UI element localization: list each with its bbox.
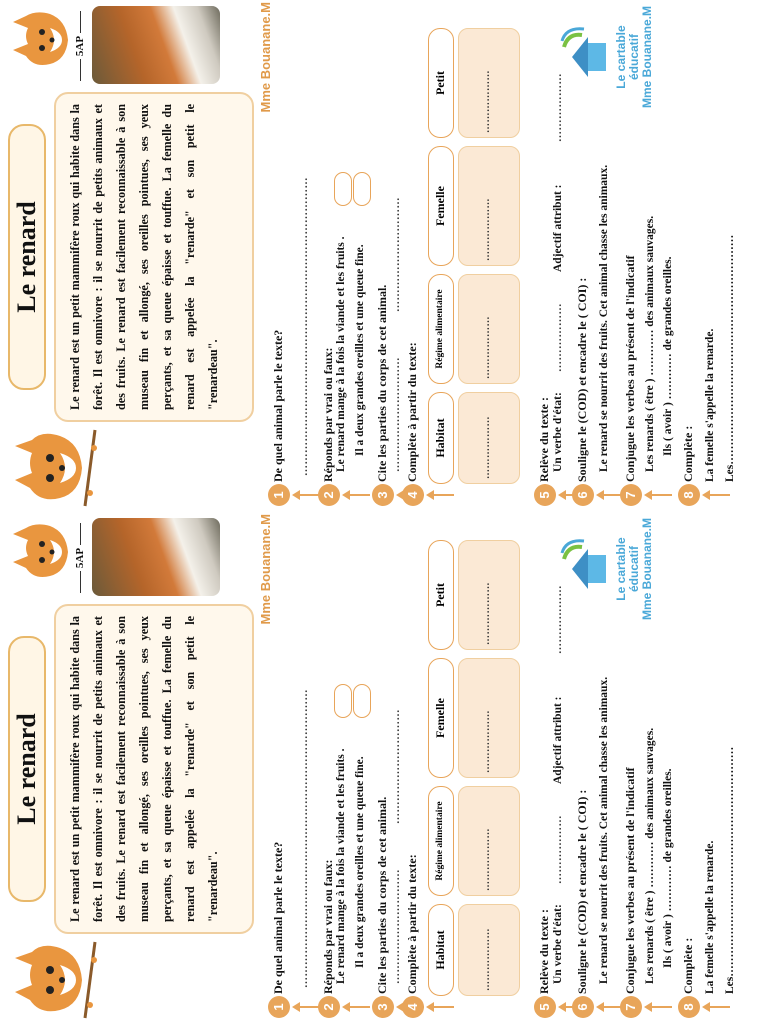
answer-line: ………………: [481, 928, 492, 991]
table-cell[interactable]: [458, 392, 520, 484]
worksheet-title: Le renard: [8, 636, 46, 902]
table-header: Habitat: [428, 392, 454, 484]
answer-line: …………………………: [390, 709, 402, 824]
school-house-icon: [560, 539, 610, 599]
reading-text: Le renard est un petit mammifère roux qui habite dans la forêt. Il est omnivore : il se nourrit de petits animaux et des fruits. Le renard est facilement reconnaissable à son museau fin et allongé, ses oreilles pointues, ses yeux perçants, et sa queue épaisse et touffue. La femelle du renard est appelée la "renarde" et son petit le "renardeau".: [54, 92, 254, 422]
question-number: 2: [318, 484, 340, 506]
question-number: 4: [402, 996, 424, 1018]
table-header: Femelle: [428, 146, 454, 266]
completion-table: [428, 14, 528, 484]
fox-photo: [92, 6, 220, 84]
question-number: 6: [572, 484, 594, 506]
fox-photo: [92, 518, 220, 596]
arrow-up-icon: [702, 1002, 730, 1012]
logo-line-1: Le cartable éducatif: [614, 25, 641, 89]
worksheet-title: Le renard: [8, 124, 46, 390]
arrow-up-icon: [644, 490, 672, 500]
answer-line: ………………: [481, 828, 492, 891]
conjugation-line-1: Les renards ( être ) ………… des animaux sauvages.: [644, 727, 656, 984]
verb-line: Un verbe d'état:: [552, 392, 564, 472]
author-name: Mme Bouanane.M: [258, 2, 273, 113]
true-false-answer-box[interactable]: [334, 684, 352, 718]
answer-line: ………………: [552, 585, 564, 654]
question-number: 7: [620, 484, 642, 506]
logo-line-1: Le cartable éducatif: [614, 537, 641, 601]
table-cell[interactable]: [458, 658, 520, 778]
table-header: Habitat: [428, 904, 454, 996]
true-false-line-2: Il a deux grandes oreilles et une queue fine.: [354, 244, 366, 456]
question-text: Complète :: [681, 937, 695, 994]
level-label: 5AP: [74, 6, 86, 86]
question-number: 3: [372, 996, 394, 1018]
logo-line-2: Mme Bouanane.M: [640, 6, 654, 109]
question-number: 4: [402, 484, 424, 506]
answer-line: ………………: [552, 73, 564, 142]
table-cell[interactable]: [458, 786, 520, 896]
completion-table: [428, 526, 528, 996]
question-number: 6: [572, 996, 594, 1018]
conjugation-line-2: Ils ( avoir ) ………… de grandes oreilles.: [662, 256, 674, 456]
author-name: Mme Bouanane.M: [258, 514, 273, 625]
answer-line: ………………: [481, 70, 492, 133]
answer-line: …………………………: [390, 197, 402, 312]
question-text: Cite les parties du corps de cet animal.: [375, 796, 389, 994]
answer-line: ………………: [481, 582, 492, 645]
logo-line-2: Mme Bouanane.M: [640, 518, 654, 621]
answer-line: ………………: [552, 815, 564, 884]
question-number: 8: [678, 996, 700, 1018]
table-header: Petit: [428, 540, 454, 650]
question-number: 1: [268, 484, 290, 506]
question-text: Relève du texte :: [537, 397, 551, 482]
verb-line: Un verbe d'état:: [552, 904, 564, 984]
question-text: Complète à partir du texte:: [405, 342, 419, 482]
table-cell[interactable]: [458, 28, 520, 138]
answer-line: …………………………: [390, 869, 402, 984]
answer-line: ………………: [481, 198, 492, 261]
worksheet-sheet: [0, 512, 768, 1024]
conjugation-line-2: Ils ( avoir ) ………… de grandes oreilles.: [662, 768, 674, 968]
answer-line: ………………: [481, 710, 492, 773]
question-text: Cite les parties du corps de cet animal.: [375, 284, 389, 482]
question-text: Complète à partir du texte:: [405, 854, 419, 994]
answer-line: ………………: [552, 303, 564, 372]
adjective-line: Adjectif attribut :: [552, 184, 564, 272]
arrow-up-icon: [292, 1002, 320, 1012]
question-text: Complète :: [681, 425, 695, 482]
question-text: Souligne le (COD) et encadre le ( COI) :: [575, 789, 589, 994]
table-cell[interactable]: [458, 274, 520, 384]
table-header: Régime alimentaire: [428, 786, 454, 896]
question-number: 2: [318, 996, 340, 1018]
question-number: 7: [620, 996, 642, 1018]
publisher-logo: [560, 514, 654, 624]
question-number: 3: [372, 484, 394, 506]
school-house-icon: [560, 27, 610, 87]
arrow-up-icon: [342, 490, 370, 500]
table-cell[interactable]: [458, 904, 520, 996]
level-label: 5AP: [74, 518, 86, 598]
answer-line: ……………………………………………………………………: [298, 689, 310, 988]
table-cell[interactable]: [458, 540, 520, 650]
fox-cartoon-icon: [10, 520, 80, 584]
cod-coi-sentence: Le renard se nourrit des fruits. Cet animal chasse les animaux.: [598, 676, 610, 984]
question-text: De quel animal parle le texte?: [271, 841, 285, 994]
arrow-up-icon: [426, 490, 454, 500]
question-text: Conjugue les verbes au présent de l'indicatif: [623, 767, 637, 994]
table-cell[interactable]: [458, 146, 520, 266]
question-text: De quel animal parle le texte?: [271, 329, 285, 482]
answer-line: …………………………: [390, 357, 402, 472]
answer-line: ………………: [481, 416, 492, 479]
true-false-answer-box[interactable]: [353, 172, 371, 206]
true-false-line-1: Le renard mange à la fois la viande et les fruits .: [335, 748, 347, 984]
arrow-up-icon: [702, 490, 730, 500]
complete-line-2: Les……………………………………………………: [724, 746, 736, 994]
worksheet-copy-bottom: [0, 512, 768, 1024]
question-number: 8: [678, 484, 700, 506]
question-text: Souligne le (COD) et encadre le ( COI) :: [575, 277, 589, 482]
publisher-logo: [560, 2, 654, 112]
cod-coi-sentence: Le renard se nourrit des fruits. Cet animal chasse les animaux.: [598, 164, 610, 472]
arrow-up-icon: [644, 1002, 672, 1012]
true-false-line-2: Il a deux grandes oreilles et une queue fine.: [354, 756, 366, 968]
complete-line-2: Les……………………………………………………: [724, 234, 736, 482]
arrow-up-icon: [292, 490, 320, 500]
true-false-line-1: Le renard mange à la fois la viande et les fruits .: [335, 236, 347, 472]
fox-cartoon-icon: [10, 8, 80, 72]
arrow-up-icon: [426, 1002, 454, 1012]
answer-line: ……………………………………………………………………: [298, 177, 310, 476]
adjective-line: Adjectif attribut :: [552, 696, 564, 784]
complete-line-1: La femelle s'appelle la renarde.: [704, 840, 716, 994]
question-number: 5: [534, 484, 556, 506]
reading-text: Le renard est un petit mammifère roux qui habite dans la forêt. Il est omnivore : il se nourrit de petits animaux et des fruits. Le renard est facilement reconnaissable à son museau fin et allongé, ses oreilles pointues, ses yeux perçants, et sa queue épaisse et touffue. La femelle du renard est appelée la "renarde" et son petit le "renardeau".: [54, 604, 254, 934]
table-header: Petit: [428, 28, 454, 138]
table-header: Régime alimentaire: [428, 274, 454, 384]
question-number: 5: [534, 996, 556, 1018]
arrow-up-icon: [342, 1002, 370, 1012]
question-text: Relève du texte :: [537, 909, 551, 994]
question-text: Réponds par vrai ou faux:: [321, 859, 335, 994]
fox-cartoon-icon: [10, 428, 100, 508]
fox-cartoon-icon: [10, 940, 100, 1020]
complete-line-1: La femelle s'appelle la renarde.: [704, 328, 716, 482]
answer-line: ………………: [481, 316, 492, 379]
question-number: 1: [268, 996, 290, 1018]
table-header: Femelle: [428, 658, 454, 778]
conjugation-line-1: Les renards ( être ) ………… des animaux sauvages.: [644, 215, 656, 472]
true-false-answer-box[interactable]: [334, 172, 352, 206]
question-text: Réponds par vrai ou faux:: [321, 347, 335, 482]
question-text: Conjugue les verbes au présent de l'indicatif: [623, 255, 637, 482]
true-false-answer-box[interactable]: [353, 684, 371, 718]
